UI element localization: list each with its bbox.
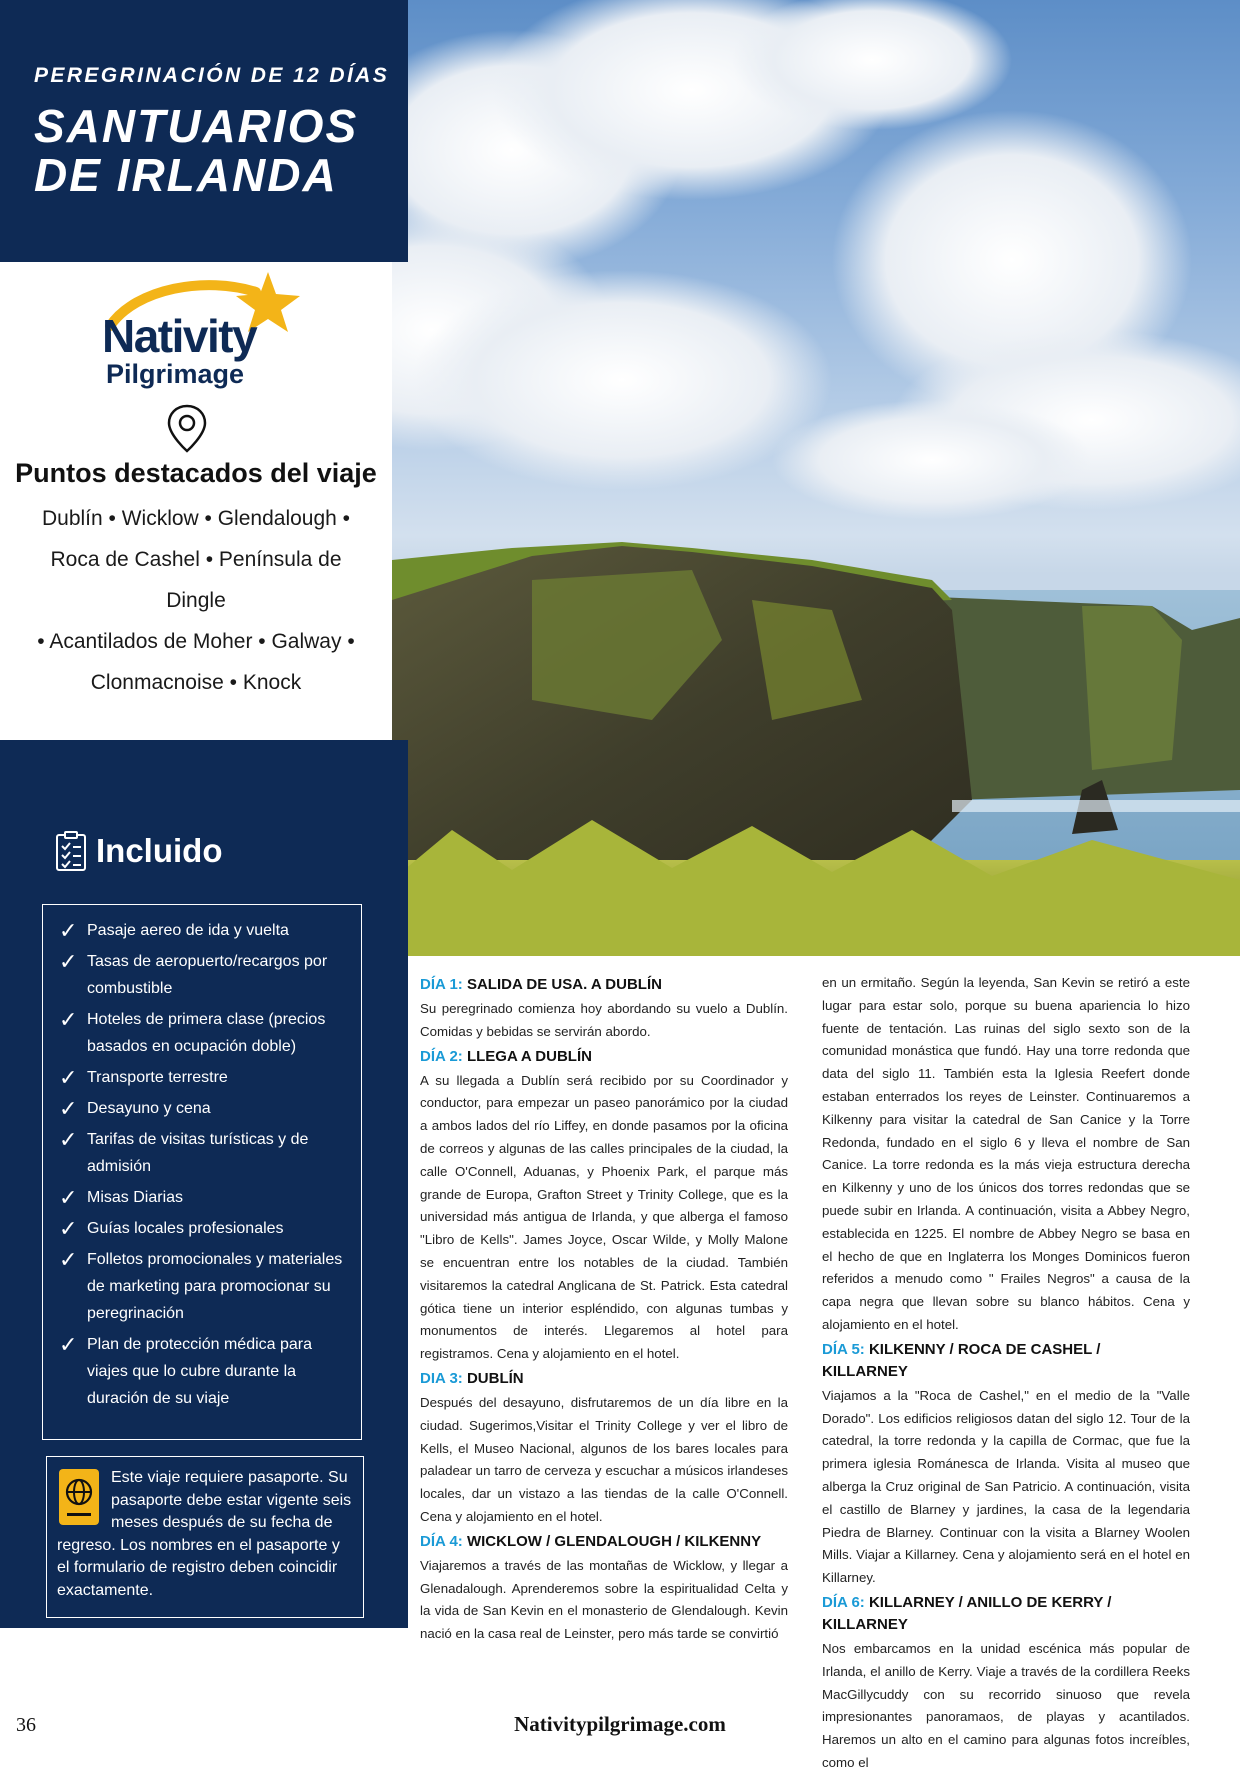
day-description-continued: en un ermitaño. Según la leyenda, San Kevin se retiró a este lugar para estar solo, porque su buena apariencia lo hizo fuente de tentación. Las ruinas del siglo sexto son de la comunidad monástica que fundó. Hay una torre redonda que data del siglo 11. También esta la Iglesia Reefert donde estaban enterrados los reyes de Leinster. Continuaremos a Kilkenny para visitar la catedral de San Canice y la Torre Redonda, fundado en el siglo 6 y lleva el nombre de San Canice. La torre redonda es la más vieja estructura derecha en Kilkenny y uno de los únicos dos torres redondas que se puede subir en Irlanda. A continuación, visita a Abbey Negro, establecida en 1225. El nombre de Abbey Negro se basa en el hecho de que en Inglaterra los Monges Dominicos fueron referidos a menudo como " Frailes Negros" a causa de la capa negra que llevan sobre su blanco hábitos. Cena y alojamiento en el hotel.: [822, 975, 1190, 1332]
itinerary-column-left: [420, 972, 788, 1646]
page-number: 36: [16, 1714, 36, 1736]
check-icon: ✓: [59, 1007, 78, 1032]
check-icon: ✓: [59, 949, 78, 974]
check-icon: ✓: [59, 918, 78, 943]
day-description: A su llegada a Dublín será recibido por su Coordinador y conductor, para empezar un paseo panorámico por la ciudad a ambos lados del río Liffey, en donde pasamos por la oficina de correos y algunas de las calles principales de la ciudad, la calle O'Connell, Aduanas, y Phoenix Park, el parque más grande de Europa, Grafton Street y Trinity College, que es la universidad más antigua de Irlanda, y que alberga el famoso "Libro de Kells". James Joyce, Oscar Wilde, y Molly Malone se encuentran entre los notables de la ciudad. También visitaremos la catedral Anglicana de St. Patrick. Esta catedral gótica tiene un interior espléndido, con algunas tumbas y monumentos de interés. Llegaremos al hotel para registramos. Cena y alojamiento en el hotel.: [420, 1072, 788, 1362]
title-block: [0, 0, 408, 262]
passport-globe-icon: [59, 1469, 99, 1525]
highlights-list: [20, 498, 372, 703]
trip-duration-kicker: PEREGRINACIÓN DE 12 DÍAS: [34, 64, 390, 87]
day-description: Su peregrinado comienza hoy abordando su vuelo a Dublín. Comidas y bebidas se servirán abordo.: [420, 1001, 788, 1039]
included-heading: [54, 830, 223, 872]
day-description: Viajaremos a través de las montañas de Wicklow, y llegar a Glenadalough. Aprenderemos sobre la espiritualidad Celta y la vida de San Kevin en el monasterio de Glendalough. Kevin nació en la casa real de Leinster, pero más tarde se convirtió: [420, 1557, 788, 1642]
included-item: ✓ Plan de protección médica para viajes que lo cubre durante la duración de su viaje: [59, 1332, 313, 1407]
included-title: Incluido: [96, 832, 223, 869]
day-description: Viajamos a la "Roca de Cashel," en el medio de la "Valle Dorado". Los edificios religiosos datan del siglo 12. Tour de la catedral, la torre redonda y la capilla de Cormac, que fue la primera iglesia Románesca de Irlanda. Visita al museo que alberga la Cruz original de San Patricio. A continuación, visita el castillo de Blarney y jardines, la casa de la legendaria Piedra de Blarney. Continuar con la visita a Blarney Woolen Mills. Viajar a Killarney. Cena y alojamiento será en el hotel en Killarney.: [822, 1387, 1190, 1586]
highlights-panel: [0, 262, 392, 740]
highlights-title: Puntos destacados del viaje: [15, 458, 377, 488]
nativity-pilgrimage-logo: [96, 262, 306, 392]
check-icon: ✓: [59, 1096, 78, 1121]
highlights-line: Clonmacnoise • Knock: [90, 671, 302, 694]
day-heading: DÍA 2: LLEGA A DUBLÍN: [420, 1047, 592, 1065]
check-icon: ✓: [59, 1332, 78, 1357]
included-item: ✓ Folletos promocionales y materiales de marketing para promocionar su peregrinación: [59, 1247, 343, 1322]
passport-notice-text: Este viaje requiere pasaporte. Su pasaporte debe estar vigente seis meses después de su fecha de regreso. Los nombres en el pasaporte y el formulario de registro deben coincidir exactamente.: [57, 1469, 352, 1599]
included-item: ✓ Tasas de aeropuerto/recargos por combustible: [59, 949, 328, 997]
location-pin-icon: [166, 404, 208, 454]
cliffs-of-moher-photo: [392, 0, 1240, 956]
check-icon: ✓: [59, 1127, 78, 1152]
day-heading: DÍA 4: WICKLOW / GLENDALOUGH / KILKENNY: [420, 1532, 762, 1550]
check-icon: ✓: [59, 1185, 78, 1210]
itinerary-column-right: [822, 972, 1190, 1775]
passport-notice: [46, 1456, 364, 1618]
day-heading: DIA 3: DUBLÍN: [420, 1369, 524, 1387]
day-description: Después del desayuno, disfrutaremos de un día libre en la ciudad. Sugerimos,Visitar el Trinity College y ver el libro de Kells, el Museo Nacional, algunos de los bares locales para paladear un tarro de cerveza y escuchar a músicos irlandeses locales, dar un vistazo a las tiendas de la calle O'Connell. Cena y alojamiento en el hotel.: [420, 1394, 788, 1524]
check-icon: ✓: [59, 1065, 78, 1090]
title-line-2: DE IRLANDA: [34, 149, 338, 201]
included-item: ✓ Tarifas de visitas turísticas y de admisión: [59, 1127, 309, 1175]
highlights-line: Dublín • Wicklow • Glendalough •: [41, 507, 351, 530]
checklist-icon: [54, 830, 88, 872]
included-item: ✓ Pasaje aereo de ida y vuelta: [59, 918, 289, 943]
included-item: ✓ Guías locales profesionales: [59, 1216, 284, 1241]
highlights-line: Roca de Cashel • Península de Dingle: [50, 548, 342, 612]
check-icon: ✓: [59, 1216, 78, 1241]
day-heading: DÍA 5: KILKENNY / ROCA DE CASHEL / KILLARNEY: [822, 1340, 1101, 1380]
logo-wordmark: Nativity: [102, 310, 257, 362]
included-item: ✓ Transporte terrestre: [59, 1065, 228, 1090]
page-title: [34, 102, 408, 200]
check-icon: ✓: [59, 1247, 78, 1272]
day-description: Nos embarcamos en la unidad escénica más popular de Irlanda, el anillo de Kerry. Viaje a través de la cordillera Reeks MacGillycuddy con su recorrido sinuoso que revela impresionantes panoramaos, de playas y acantilados. Haremos un alto en el camino para algunas fotos increíbles, como el: [822, 1640, 1190, 1770]
included-item: ✓ Desayuno y cena: [59, 1096, 211, 1121]
included-panel: [0, 740, 408, 1628]
included-item: ✓ Misas Diarias: [59, 1185, 184, 1210]
title-line-1: SANTUARIOS: [34, 100, 359, 152]
highlights-line: • Acantilados de Moher • Galway •: [37, 630, 355, 653]
included-list: [42, 904, 362, 1440]
day-heading: DÍA 1: SALIDA DE USA. A DUBLÍN: [420, 976, 662, 993]
day-heading: DÍA 6: KILLARNEY / ANILLO DE KERRY / KILLARNEY: [822, 1593, 1112, 1633]
included-item: ✓ Hoteles de primera clase (precios basados en ocupación doble): [59, 1007, 326, 1055]
logo-subtitle: Pilgrimage: [106, 359, 245, 389]
website-link[interactable]: Nativitypilgrimage.com: [514, 1712, 726, 1736]
